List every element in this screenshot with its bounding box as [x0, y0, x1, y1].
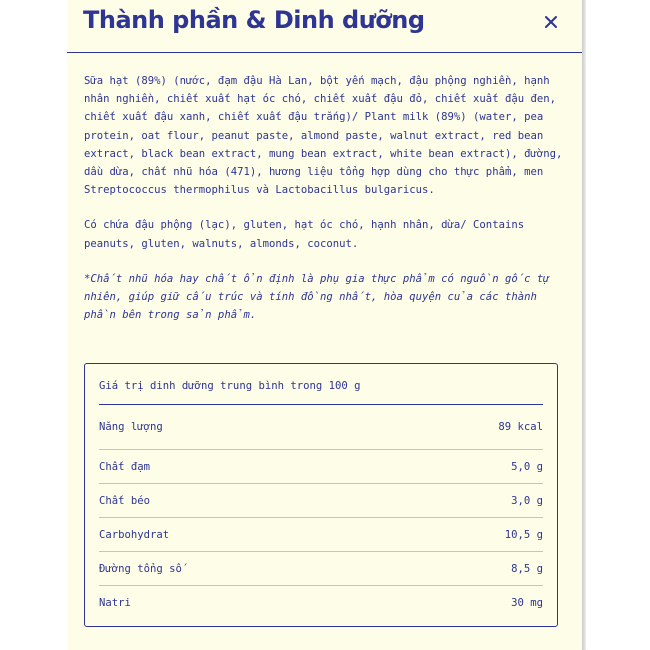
allergens-text: Có chứa đậu phộng (lạc), gluten, hạt óc chó, hạnh nhân, dừa/ Contains peanuts, gluten, walnuts, almonds, coconut.	[84, 219, 525, 250]
nutrient-label: Đường tổng số	[99, 562, 182, 575]
nutrition-row	[99, 450, 543, 484]
nutrient-label: Chất béo	[99, 494, 151, 507]
close-button[interactable]	[541, 12, 561, 32]
nutrient-value: 3,0 g	[511, 494, 543, 507]
nutrition-panel	[67, 0, 582, 650]
nutrient-value: 30 mg	[511, 596, 543, 609]
nutrient-value: 10,5 g	[504, 528, 543, 541]
nutrient-label: Năng lượng	[99, 421, 163, 433]
ingredients-section	[84, 72, 564, 341]
nutrition-table	[84, 363, 558, 627]
panel-header	[67, 0, 582, 53]
close-icon[interactable]	[541, 12, 561, 32]
nutrient-value: 5,0 g	[511, 460, 543, 473]
nutrient-label: Carbohydrat	[99, 528, 170, 541]
nutrient-value: 89 kcal	[498, 421, 543, 433]
panel-title: Thành phần & Dinh dưỡng	[83, 6, 425, 34]
emulsifier-note: *Chất nhũ hóa hay chất ổn định là phụ gia thực phẩm có nguồn gốc tự nhiên, giúp giữ cấu trúc và tính đồng nhất, hòa quyện của các thành phần bên trong sản phẩm.	[84, 272, 550, 322]
nutrition-heading: Giá trị dinh dưỡng trung bình trong 100 g	[99, 364, 543, 405]
panel-shadow	[582, 0, 586, 650]
nutrient-value: 8,5 g	[511, 562, 543, 575]
nutrition-row	[99, 586, 543, 619]
nutrition-row	[99, 405, 543, 450]
nutrition-row	[99, 518, 543, 552]
nutrition-row	[99, 552, 543, 586]
nutrient-label: Natri	[99, 596, 131, 609]
ingredients-text: Sữa hạt (89%) (nước, đạm đậu Hà Lan, bột yến mạch, đậu phộng nghiền, hạnh nhân nghiền, chiết xuất hạt óc chó, chiết xuất đậu đỏ, chiết xuất đậu đen, chiết xuất đậu xanh, chiết xuất đậu trắng)/ Plant milk (89%) (water, pea protein, oat flour, peanut paste, almond paste, walnut extract, red bean extract, black bean extract, mung bean extract, white bean extract), đường, dầu dừa, chất nhũ hóa (471), hương liệu tổng hợp dùng cho thực phẩm, men Streptococcus thermophilus và Lactobacillus bulgaricus.	[84, 75, 563, 197]
nutrition-row	[99, 484, 543, 518]
nutrient-label: Chất đạm	[99, 460, 151, 473]
